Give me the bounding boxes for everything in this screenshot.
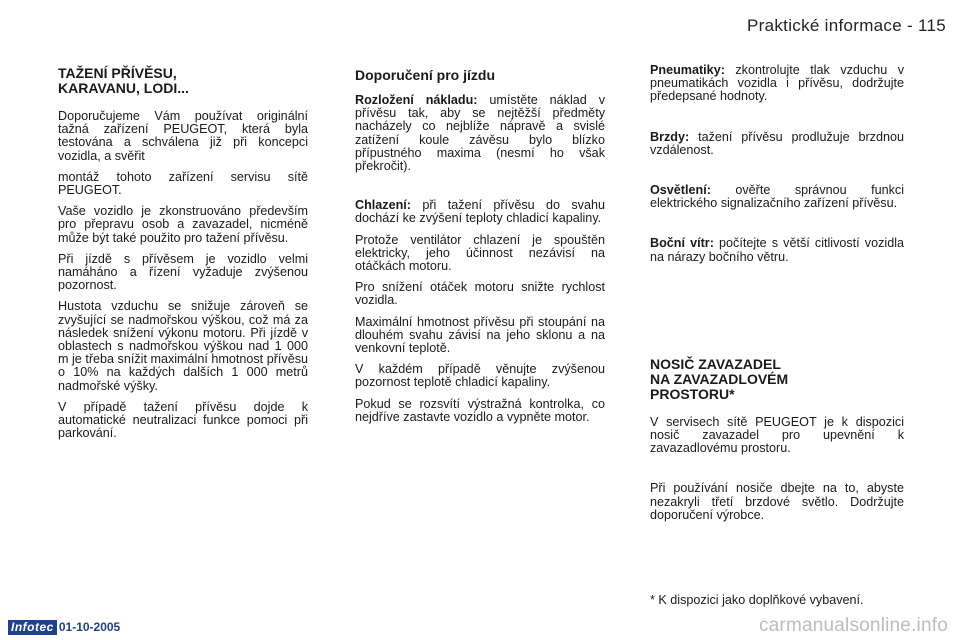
spacer [650, 272, 904, 357]
section-title-towing [58, 66, 308, 96]
paragraph: Protože ventilátor chlazení je spouštěn elektricky, jeho účinnost nezávisí na otáčkách motoru. [355, 232, 605, 274]
lead-term: Chlazení: [355, 198, 411, 213]
paragraph-cooling [355, 199, 605, 225]
lead-term: Brzdy: [650, 129, 690, 144]
lead-term: Pneumatiky: [650, 63, 725, 77]
watermark: carmanualsonline.info [758, 615, 948, 636]
footer-badge [8, 620, 120, 635]
edition-date: 01-10-2005 [58, 620, 121, 634]
paragraph: Při jízdě s přívěsem je vozidlo velmi namáháno a řízení vyžaduje zvýšenou pozornost. [58, 251, 308, 293]
paragraph: Doporučujeme Vám používat originální tažná zařízení PEUGEOT, která byla testována a schválena již při koncepci vozidla, a svěřit [58, 109, 308, 163]
paragraph: montáž tohoto zařízení servisu sítě PEUGEOT. [58, 169, 308, 198]
section-title-roof-rack [650, 357, 904, 402]
paragraph-brakes [650, 131, 904, 157]
section-title-driving-advice: Doporučení pro jízdu [355, 67, 495, 83]
paragraph-side-wind [650, 237, 904, 263]
paragraph: V případě tažení přívěsu dojde k automatické neutralizaci funkce pomoci při parkování. [58, 399, 308, 441]
paragraph-text: při tažení přívěsu do svahu dochází ke zvýšení teploty chladicí kapaliny. [355, 198, 605, 226]
paragraph: Hustota vzduchu se snižuje zároveň se zvyšující se nadmořskou výškou, což má za následek snížení výkonu motoru. Při jízdě v oblastech s nadmořskou výškou nad 1 000 m je třeba snížit maximální hmotnost přívěsu o 10% na každých dalších 1 000 metrů nadmořské výšky. [58, 299, 308, 393]
paragraph: Maximální hmotnost přívěsu při stoupání na dlouhém svahu závisí na jeho sklonu a na venkovní teplotě. [355, 314, 605, 356]
paragraph-text: tažení přívěsu prodlužuje brzdnou vzdálenost. [650, 129, 904, 157]
lead-term: Rozložení nákladu: [355, 93, 478, 107]
paragraph: V servisech sítě PEUGEOT je k dispozici nosič zavazadel pro upevnění k zavazadlovému prostoru. [650, 414, 904, 456]
footnote: * K dispozici jako doplňkové vybavení. [650, 593, 864, 607]
column-towing [58, 64, 308, 448]
infotec-logo: Infotec [8, 620, 57, 635]
title-line: TAŽENÍ PŘÍVĚSU, [58, 65, 177, 81]
paragraph: Při používání nosiče dbejte na to, abyste nezakryli třetí brzdové světlo. Dodržujte doporučení výrobce. [650, 481, 904, 522]
lead-term: Boční vítr: [650, 236, 714, 251]
lead-term: Osvětlení: [650, 183, 711, 198]
column-driving-advice [355, 64, 605, 432]
title-line: PROSTORU* [650, 385, 735, 402]
title-line: NA ZAVAZADLOVÉM [650, 370, 789, 387]
paragraph: Pro snížení otáček motoru snižte rychlost vozidla. [355, 280, 605, 308]
title-line: KARAVANU, LODI... [58, 80, 189, 96]
title-line: NOSIČ ZAVAZADEL [650, 355, 781, 372]
paragraph: Vaše vozidlo je zkonstruováno především pro přepravu osob a zavazadel, nicméně může být také použito pro tažení přívěsu. [58, 204, 308, 245]
paragraph-text: zkontrolujte tlak vzduchu v pneumatikách vozidla i přívěsu, dodržujte předepsané hodnoty. [650, 63, 904, 104]
paragraph-load [355, 94, 605, 173]
page-header: Praktické informace - 115 [747, 16, 946, 35]
column-checks-roof-rack [650, 64, 904, 530]
paragraph-text: umístěte náklad v přívěsu tak, aby se nejtěžší předměty nacházely co nejblíže nápravě a svislé zatížení koule závěsu bylo blízko přípustného maxima (nesmí ho však překročit). [355, 93, 606, 174]
paragraph: V každém případě věnujte zvýšenou pozornost teplotě chladicí kapaliny. [355, 362, 605, 390]
paragraph-lights [650, 184, 904, 210]
paragraph-tyres [650, 64, 904, 104]
paragraph: Pokud se rozsvítí výstražná kontrolka, co nejdříve zastavte vozidlo a vypněte motor. [355, 396, 605, 424]
paragraph-text: počítejte s větší citlivostí vozidla na nárazy bočního větru. [650, 236, 905, 264]
paragraph-text: ověřte správnou funkci elektrického signalizačního zařízení přívěsu. [650, 183, 904, 211]
